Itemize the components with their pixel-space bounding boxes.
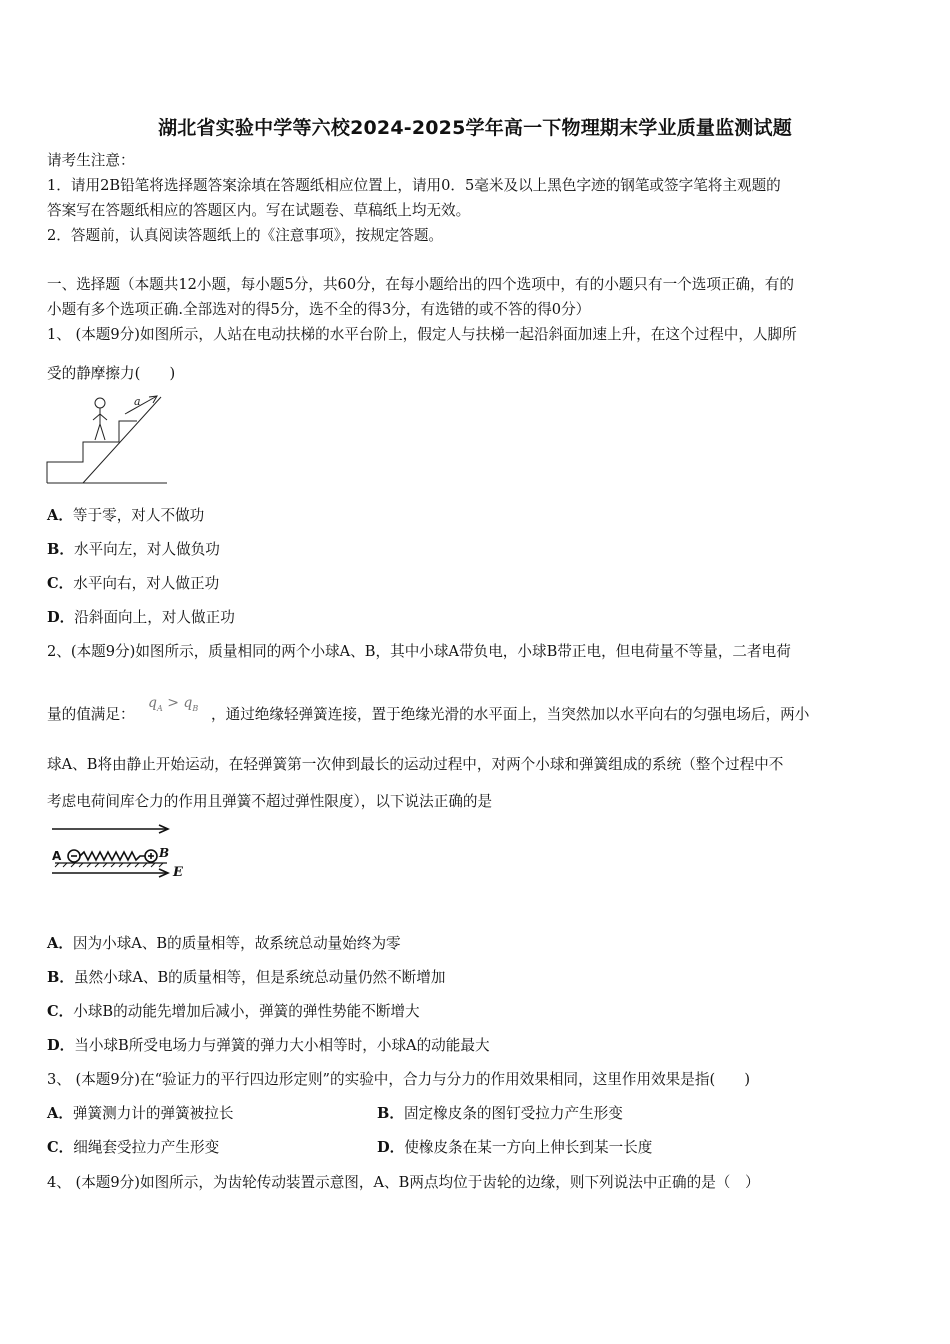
person-head-icon — [95, 398, 105, 408]
spring-icon — [80, 852, 145, 860]
section-1-line-1: 一、选择题（本题共12小题，每小题5分，共60分，在每小题给出的四个选项中，有的小题只有一个选项正确，有的 — [47, 276, 794, 293]
escalator-slope — [83, 397, 161, 483]
option-label: A． — [47, 1105, 73, 1122]
q1-option-c[interactable] — [47, 574, 219, 594]
q2-stem-line-2-prefix: 量的值满足： — [47, 706, 135, 723]
notice-item-2: 2．答题前，认真阅读答题纸上的《注意事项》，按规定答题。 — [47, 227, 444, 244]
q3-option-a[interactable] — [47, 1104, 233, 1124]
q1-option-d[interactable] — [47, 608, 235, 628]
notice-item-1-line-2: 答案写在答题纸相应的答题区内。写在试题卷、草稿纸上均无效。 — [47, 202, 471, 219]
section-1-line-2: 小题有多个选项正确.全部选对的得5分，选不全的得3分，有选错的或不答的得0分） — [47, 301, 591, 318]
option-text: 等于零，对人不做功 — [72, 507, 205, 524]
field-e-label: E — [173, 865, 183, 880]
ball-b-label: B — [159, 846, 170, 860]
option-text: 水平向右，对人做正功 — [73, 575, 220, 592]
q2-option-b[interactable] — [47, 968, 445, 988]
option-label: A． — [47, 935, 73, 952]
escalator-figure — [45, 392, 170, 487]
option-text: 弹簧测力计的弹簧被拉长 — [72, 1105, 234, 1122]
option-label: C． — [47, 1139, 74, 1156]
q2-stem-line-1: 2、(本题9分)如图所示，质量相同的两个小球A、B，其中小球A带负电，小球B带正电，但电荷量不等量，二者电荷 — [47, 643, 791, 660]
option-text: 当小球B所受电场力与弹簧的弹力大小相等时，小球A的动能最大 — [74, 1037, 490, 1054]
q2-option-c[interactable] — [47, 1002, 420, 1022]
notice-item-1-line-1: 1．请用2B铅笔将选择题答案涂填在答题纸相应位置上，请用0．5毫米及以上黑色字迹的钢笔或签字笔将主观题的 — [47, 177, 781, 194]
option-label: B． — [47, 541, 74, 558]
option-label: B． — [47, 969, 74, 986]
option-label: D． — [47, 1037, 75, 1054]
option-label: C． — [47, 1003, 74, 1020]
option-label: B． — [377, 1105, 404, 1122]
q2-stem-line-4: 考虑电荷间库仑力的作用且弹簧不超过弹性限度），以下说法正确的是 — [47, 793, 493, 810]
option-text: 小球B的动能先增加后减小，弹簧的弹性势能不断增大 — [73, 1003, 420, 1020]
charge-inequality: $q_A > q_B$ — [148, 695, 199, 713]
option-label: C． — [47, 575, 74, 592]
q2-stem-line-3: 球A、B将由静止开始运动，在轻弹簧第一次伸到最长的运动过程中，对两个小球和弹簧组成的系统（整个过程中不 — [47, 756, 784, 773]
notice-heading: 请考生注意： — [47, 152, 135, 169]
q3-option-b[interactable] — [377, 1104, 623, 1124]
option-text: 固定橡皮条的图钉受拉力产生形变 — [403, 1105, 623, 1122]
option-text: 沿斜面向上，对人做正功 — [74, 609, 235, 626]
option-text: 因为小球A、B的质量相等，故系统总动量始终为零 — [72, 935, 401, 952]
acceleration-label: a — [134, 395, 141, 408]
q1-stem-line-1: 1、 (本题9分)如图所示，人站在电动扶梯的水平台阶上，假定人与扶梯一起沿斜面加速上升，在这个过程中，人脚所 — [47, 326, 797, 343]
option-label: D． — [47, 609, 75, 626]
q3-option-c[interactable] — [47, 1138, 219, 1158]
option-text: 虽然小球A、B的质量相等，但是系统总动量仍然不断增加 — [73, 969, 446, 986]
option-text: 细绳套受拉力产生形变 — [73, 1139, 220, 1156]
option-text: 水平向左，对人做负功 — [73, 541, 220, 558]
q1-option-b[interactable] — [47, 540, 220, 560]
page-title: 湖北省实验中学等六校2024-2025学年高一下物理期末学业质量监测试题 — [158, 117, 792, 139]
q2-option-a[interactable] — [47, 934, 401, 954]
q2-option-d[interactable] — [47, 1036, 490, 1056]
q2-stem-line-2-suffix: ，通过绝缘轻弹簧连接，置于绝缘光滑的水平面上，当突然加以水平向右的匀强电场后，两小 — [211, 706, 810, 723]
option-text: 使橡皮条在某一方向上伸长到某一长度 — [404, 1139, 653, 1156]
ball-a-label: A — [52, 849, 62, 863]
option-label: D． — [377, 1139, 405, 1156]
q4-stem: 4、 (本题9分)如图所示，为齿轮传动装置示意图，A、B两点均位于齿轮的边缘，则下列说法中正确的是（ ） — [47, 1174, 760, 1191]
option-label: A． — [47, 507, 73, 524]
acceleration-arrow — [125, 396, 157, 414]
q3-stem: 3、 (本题9分)在“验证力的平行四边形定则”的实验中，合力与分力的作用效果相同，这里作用效果是指( ) — [47, 1071, 751, 1088]
q1-stem-line-2: 受的静摩擦力( ) — [47, 365, 176, 382]
spring-field-figure — [47, 822, 192, 884]
q1-option-a[interactable] — [47, 506, 204, 526]
q3-option-d[interactable] — [377, 1138, 652, 1158]
